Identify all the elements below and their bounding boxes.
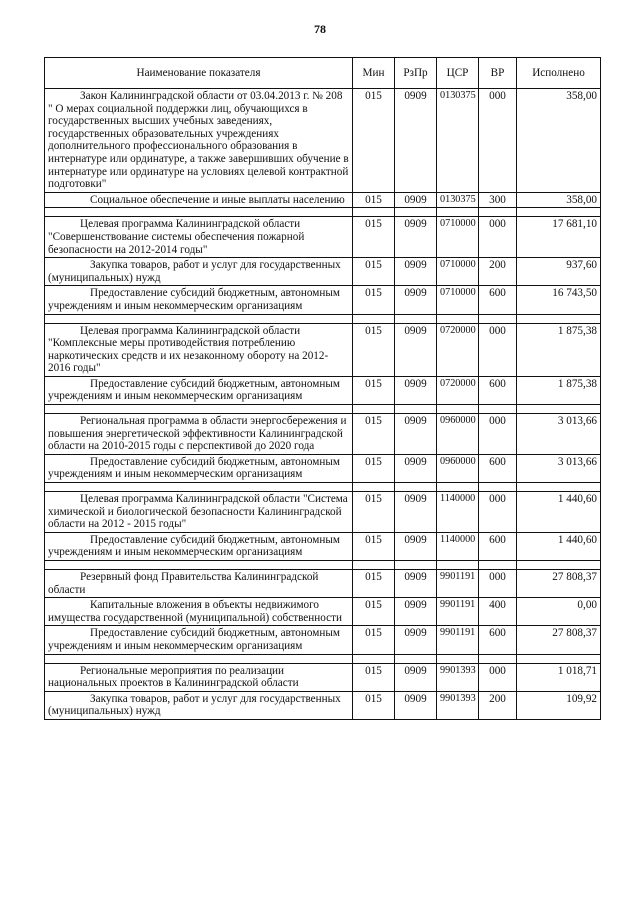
column-header-min: Мин: [353, 58, 395, 89]
row-name: Резервный фонд Правительства Калининградской области: [48, 571, 319, 596]
row-amount: 937,60: [517, 258, 601, 286]
column-header-vr: ВР: [479, 58, 517, 89]
row-name-cell: [45, 492, 353, 533]
row-vr: 300: [479, 192, 517, 208]
row-name-cell: [45, 286, 353, 314]
row-name-cell: [45, 258, 353, 286]
row-spacer: [45, 483, 601, 492]
row-min: 015: [353, 217, 395, 258]
row-name: Закупка товаров, работ и услуг для государственных (муниципальных) нужд: [48, 259, 341, 284]
table-row: [45, 492, 601, 533]
row-min: 015: [353, 192, 395, 208]
row-vr: 600: [479, 376, 517, 404]
row-min: 015: [353, 376, 395, 404]
row-rzpr: 0909: [395, 258, 437, 286]
row-rzpr: 0909: [395, 532, 437, 560]
row-amount: 1 440,60: [517, 492, 601, 533]
row-csr: 0710000: [437, 217, 479, 258]
table-row: [45, 192, 601, 208]
row-name-cell: [45, 323, 353, 376]
row-name: Предоставление субсидий бюджетным, автономным учреждениям и иным некоммерческим организациям: [48, 627, 340, 652]
row-rzpr: 0909: [395, 192, 437, 208]
row-csr: 0720000: [437, 323, 479, 376]
row-name: Целевая программа Калининградской области "Совершенствование системы обеспечения пожарной безопасности на 2012-2014 годы": [48, 218, 305, 256]
table-row: [45, 376, 601, 404]
row-spacer: [45, 654, 601, 663]
row-name-cell: [45, 192, 353, 208]
row-csr: 0130375: [437, 192, 479, 208]
column-header-name: Наименование показателя: [45, 58, 353, 89]
row-rzpr: 0909: [395, 414, 437, 455]
row-csr: 0130375: [437, 89, 479, 193]
row-name: Предоставление субсидий бюджетным, автономным учреждениям и иным некоммерческим организациям: [48, 377, 340, 403]
row-amount: 1 875,38: [517, 323, 601, 376]
row-vr: 600: [479, 454, 517, 482]
row-amount: 109,92: [517, 691, 601, 719]
row-name: Предоставление субсидий бюджетным, автономным учреждениям и иным некоммерческим организациям: [48, 533, 340, 559]
row-min: 015: [353, 570, 395, 598]
row-rzpr: 0909: [395, 570, 437, 598]
table-row: [45, 414, 601, 455]
row-name-cell: [45, 532, 353, 560]
row-name: Социальное обеспечение и иные выплаты населению: [90, 193, 345, 206]
column-header-csr: ЦСР: [437, 58, 479, 89]
row-rzpr: 0909: [395, 323, 437, 376]
row-spacer: [45, 405, 601, 414]
row-min: 015: [353, 598, 395, 626]
row-amount: 3 013,66: [517, 414, 601, 455]
table-row: [45, 217, 601, 258]
row-name: Предоставление субсидий бюджетным, автономным учреждениям и иным некоммерческим организациям: [48, 287, 340, 312]
table-row: [45, 626, 601, 654]
row-min: 015: [353, 454, 395, 482]
row-name: Капитальные вложения в объекты недвижимого имущества государственной (муниципальной) собственности: [48, 599, 342, 624]
budget-execution-table: [44, 57, 601, 720]
row-name-cell: [45, 454, 353, 482]
row-rzpr: 0909: [395, 598, 437, 626]
column-header-done: Исполнено: [517, 58, 601, 89]
row-csr: 0960000: [437, 414, 479, 455]
row-name-cell: [45, 598, 353, 626]
row-csr: 0960000: [437, 454, 479, 482]
table-row: [45, 532, 601, 560]
row-rzpr: 0909: [395, 376, 437, 404]
row-vr: 400: [479, 598, 517, 626]
row-name-cell: [45, 691, 353, 719]
table-row: [45, 323, 601, 376]
row-name: Региональная программа в области энергосбережения и повышения энергетической эффективности Калининградской области на 2010-2015 годы с перспективой до 2020 года: [48, 415, 347, 453]
row-name-cell: [45, 89, 353, 193]
row-name: Предоставление субсидий бюджетным, автономным учреждениям и иным некоммерческим организациям: [48, 455, 340, 481]
row-vr: 000: [479, 570, 517, 598]
row-min: 015: [353, 323, 395, 376]
row-min: 015: [353, 89, 395, 193]
row-amount: 3 013,66: [517, 454, 601, 482]
row-spacer: [45, 208, 601, 217]
row-csr: 0710000: [437, 258, 479, 286]
row-amount: 1 875,38: [517, 376, 601, 404]
page-number: 78: [314, 22, 326, 36]
row-csr: 0720000: [437, 376, 479, 404]
row-name-cell: [45, 626, 353, 654]
row-name-cell: [45, 570, 353, 598]
row-amount: 358,00: [517, 89, 601, 193]
row-name-cell: [45, 376, 353, 404]
row-amount: 17 681,10: [517, 217, 601, 258]
row-name-cell: [45, 414, 353, 455]
row-min: 015: [353, 626, 395, 654]
row-min: 015: [353, 258, 395, 286]
row-vr: 200: [479, 691, 517, 719]
row-csr: 9901393: [437, 663, 479, 691]
row-name: Закупка товаров, работ и услуг для государственных (муниципальных) нужд: [48, 692, 341, 718]
row-rzpr: 0909: [395, 454, 437, 482]
row-spacer: [45, 561, 601, 570]
row-vr: 600: [479, 532, 517, 560]
row-amount: 1 018,71: [517, 663, 601, 691]
row-name: Целевая программа Калининградской области "Комплексные меры противодействия потреблению наркотических средств и их незаконному обороту на 2012-2016 годы": [48, 324, 329, 375]
row-amount: 358,00: [517, 192, 601, 208]
row-csr: 9901393: [437, 691, 479, 719]
column-header-rzpr: РзПр: [395, 58, 437, 89]
row-csr: 9901191: [437, 626, 479, 654]
row-csr: 0710000: [437, 286, 479, 314]
row-vr: 000: [479, 414, 517, 455]
row-min: 015: [353, 492, 395, 533]
row-vr: 000: [479, 492, 517, 533]
row-vr: 000: [479, 89, 517, 193]
table-row: [45, 286, 601, 314]
table-row: [45, 663, 601, 691]
row-vr: 200: [479, 258, 517, 286]
row-vr: 000: [479, 323, 517, 376]
table-row: [45, 598, 601, 626]
row-amount: 0,00: [517, 598, 601, 626]
row-rzpr: 0909: [395, 286, 437, 314]
row-rzpr: 0909: [395, 217, 437, 258]
row-name: Закон Калининградской области от 03.04.2013 г. № 208 " О мерах социальной поддержки лиц, обучающихся в государственных высших учебных заведениях, государственных образовательных учреждениях дополнительного профессионального образования в интернатуре или ординатуре, а также завершивших обучение в интернатуре или ординатуре на условиях целевой контрактной подготовки": [48, 90, 349, 191]
table-row: [45, 691, 601, 719]
row-name: Целевая программа Калининградской области "Система химической и биологической безопасности Калининградской области на 2012 - 2015 годы": [48, 493, 348, 531]
row-min: 015: [353, 532, 395, 560]
row-rzpr: 0909: [395, 492, 437, 533]
table-row: [45, 258, 601, 286]
table-row: [45, 454, 601, 482]
row-min: 015: [353, 663, 395, 691]
row-min: 015: [353, 414, 395, 455]
row-spacer: [45, 314, 601, 323]
row-rzpr: 0909: [395, 663, 437, 691]
row-csr: 1140000: [437, 492, 479, 533]
row-name: Региональные мероприятия по реализации национальных проектов в Калининградской области: [48, 664, 299, 690]
row-rzpr: 0909: [395, 89, 437, 193]
row-rzpr: 0909: [395, 691, 437, 719]
row-vr: 000: [479, 217, 517, 258]
table-header-row: [45, 58, 601, 89]
row-amount: 27 808,37: [517, 626, 601, 654]
row-csr: 9901191: [437, 598, 479, 626]
row-name-cell: [45, 663, 353, 691]
row-rzpr: 0909: [395, 626, 437, 654]
row-min: 015: [353, 286, 395, 314]
table-row: [45, 89, 601, 193]
table-row: [45, 570, 601, 598]
row-amount: 1 440,60: [517, 532, 601, 560]
row-name-cell: [45, 217, 353, 258]
row-amount: 16 743,50: [517, 286, 601, 314]
row-csr: 1140000: [437, 532, 479, 560]
row-min: 015: [353, 691, 395, 719]
row-amount: 27 808,37: [517, 570, 601, 598]
row-vr: 600: [479, 626, 517, 654]
row-vr: 600: [479, 286, 517, 314]
row-csr: 9901191: [437, 570, 479, 598]
row-vr: 000: [479, 663, 517, 691]
